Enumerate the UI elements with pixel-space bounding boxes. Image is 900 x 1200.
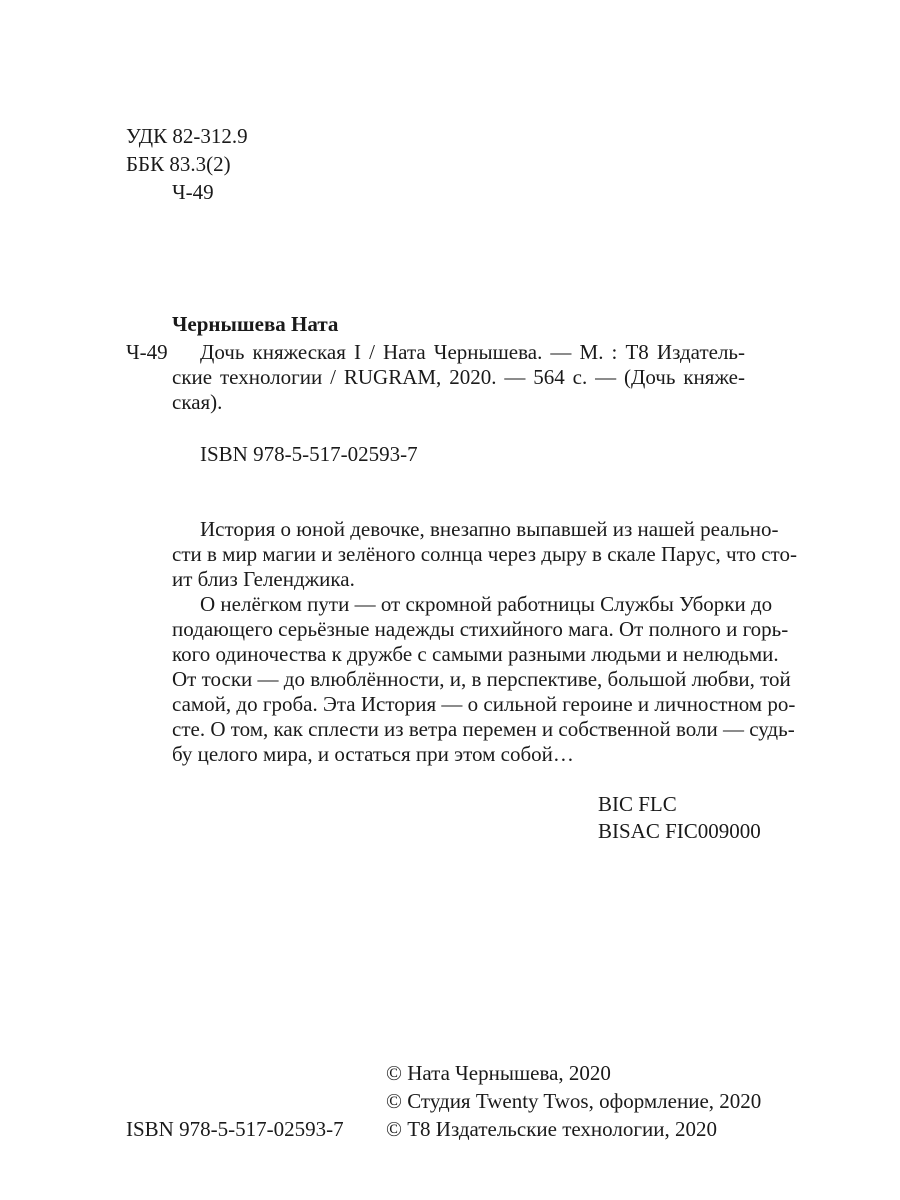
description-line: ская).	[172, 390, 223, 414]
annotation-line: От тоски — до влюблённости, и, в перспективе, большой любви, той	[172, 667, 791, 691]
description-line: Дочь княжеская I / Ната Чернышева. — М. : Т8 Издатель-	[200, 340, 745, 364]
footer-isbn: ISBN 978-5-517-02593-7	[126, 1117, 344, 1141]
annotation-line: История о юной девочке, внезапно выпавшей из нашей реально-	[200, 517, 779, 541]
description-line: ские технологии / RUGRAM, 2020. — 564 с. — (Дочь княже-	[172, 365, 745, 389]
annotation-line: ит близ Геленджика.	[172, 567, 355, 591]
bic-code: BIC FLC	[598, 792, 677, 816]
author-name: Чернышева Ната	[172, 312, 339, 336]
record-isbn: ISBN 978-5-517-02593-7	[200, 442, 418, 466]
record-mark: Ч-49	[126, 340, 168, 364]
copyright-line: © Ната Чернышева, 2020	[386, 1061, 611, 1085]
copyright-line: © Студия Twenty Twos, оформление, 2020	[386, 1089, 762, 1113]
author-mark: Ч-49	[172, 180, 214, 204]
udk-code: УДК 82-312.9	[126, 124, 248, 148]
copyright-line: © Т8 Издательские технологии, 2020	[386, 1117, 717, 1141]
bisac-code: BISAC FIC009000	[598, 819, 761, 843]
annotation-line: О нелёгком пути — от скромной работницы Службы Уборки до	[200, 592, 773, 616]
annotation-line: сте. О том, как сплести из ветра перемен и собственной воли — судь-	[172, 717, 795, 741]
annotation-line: подающего серьёзные надежды стихийного мага. От полного и горь-	[172, 617, 789, 641]
annotation-line: кого одиночества к дружбе с самыми разными людьми и нелюдьми.	[172, 642, 779, 666]
annotation-line: сти в мир магии и зелёного солнца через дыру в скале Парус, что сто-	[172, 542, 797, 566]
bbk-code: ББК 83.3(2)	[126, 152, 231, 176]
annotation-line: самой, до гроба. Эта История — о сильной героине и личностном ро-	[172, 692, 796, 716]
annotation-line: бу целого мира, и остаться при этом собой…	[172, 742, 574, 766]
